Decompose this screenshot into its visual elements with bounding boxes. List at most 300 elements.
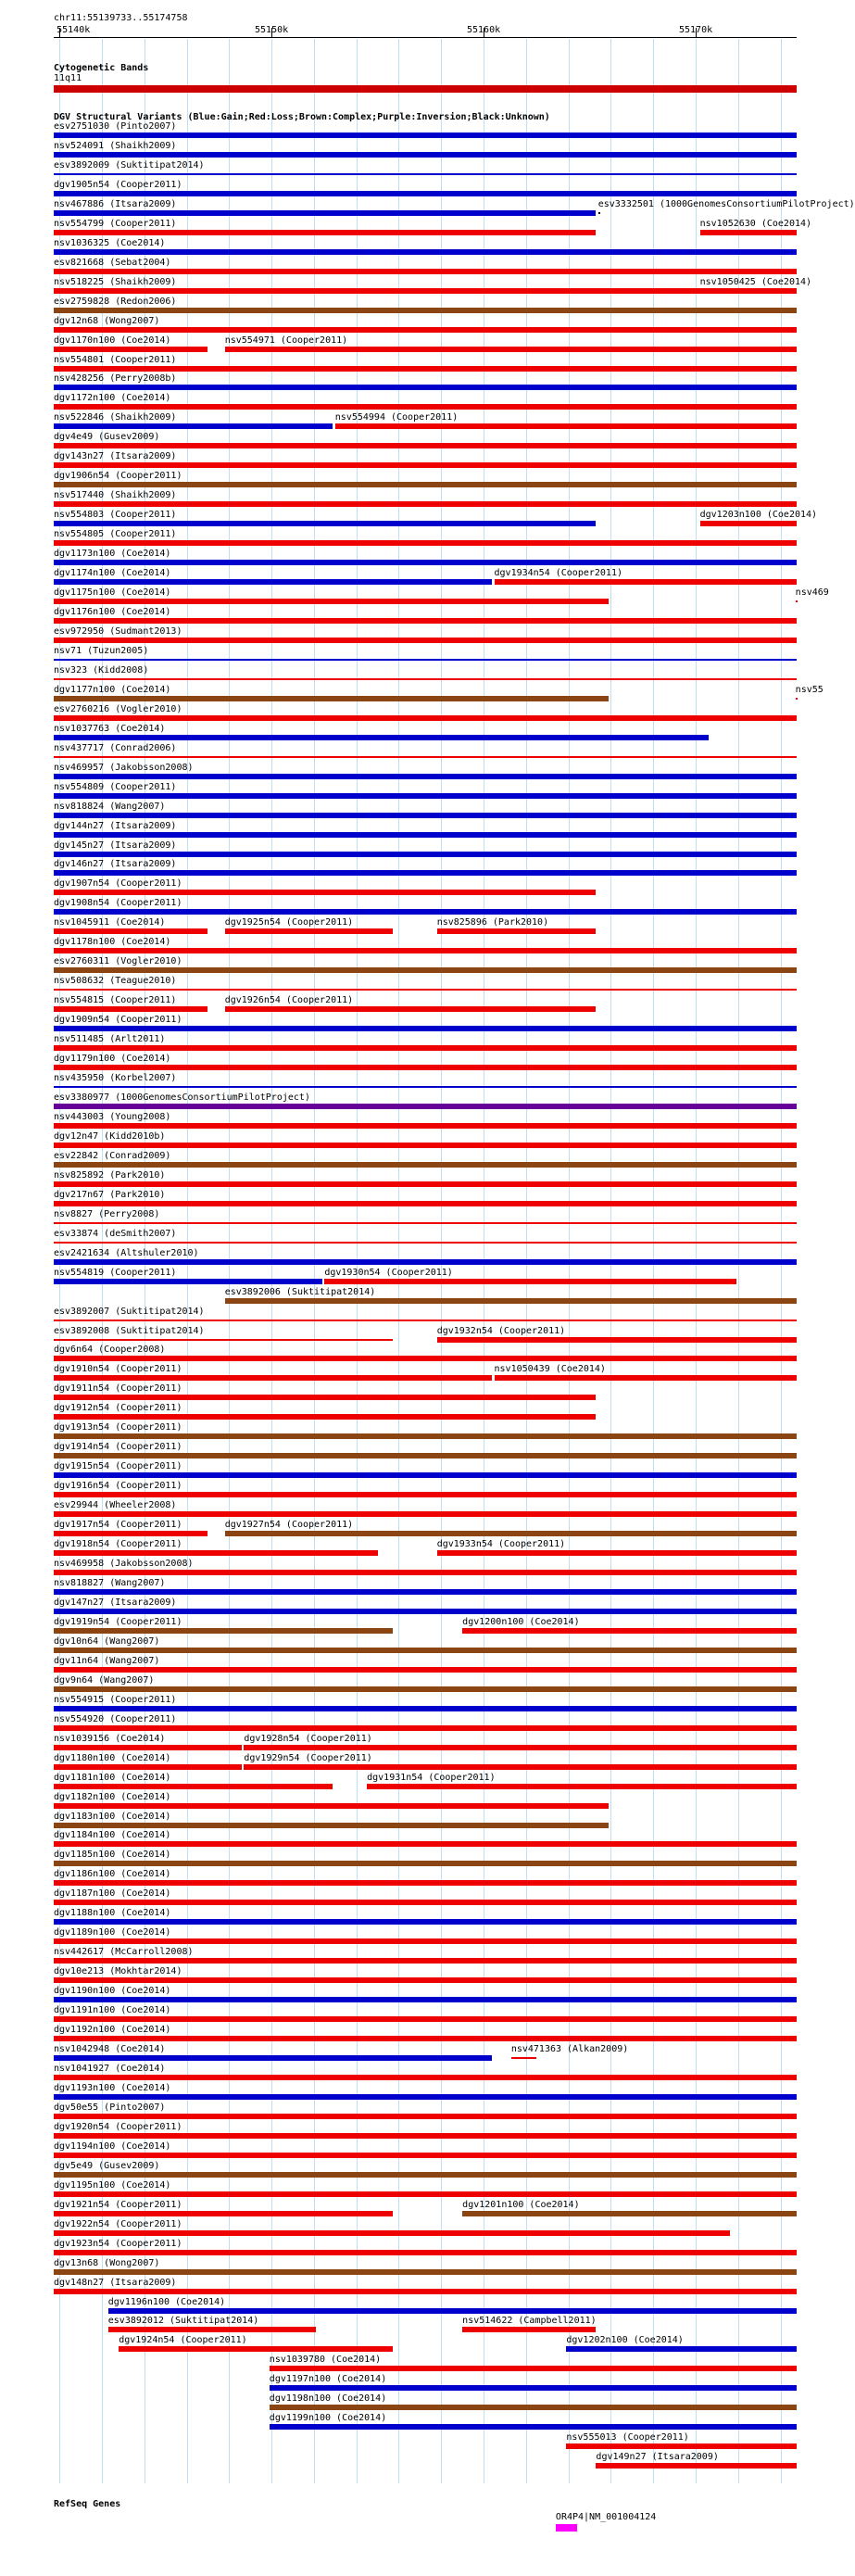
sv-feature-loss[interactable] xyxy=(54,1764,242,1770)
sv-feature-loss[interactable] xyxy=(511,2057,536,2059)
sv-feature-gain[interactable] xyxy=(54,560,797,565)
sv-feature-loss[interactable] xyxy=(437,1337,797,1343)
sv-feature-loss[interactable] xyxy=(54,1414,596,1420)
sv-feature-loss[interactable] xyxy=(54,948,797,953)
sv-label: dgv1170n100 (Coe2014) xyxy=(54,335,171,346)
sv-feature-loss[interactable] xyxy=(700,230,797,235)
sv-label: dgv1200n100 (Coe2014) xyxy=(462,1616,580,1627)
sv-label: dgv146n27 (Itsara2009) xyxy=(54,859,177,870)
sv-feature-loss[interactable] xyxy=(437,928,597,934)
sv-feature-loss[interactable] xyxy=(54,1339,393,1341)
sv-feature-loss[interactable] xyxy=(596,2463,797,2469)
sv-feature-loss[interactable] xyxy=(54,1550,378,1556)
sv-label: nsv442617 (McCarroll2008) xyxy=(54,1947,194,1958)
sv-label: nsv554805 (Cooper2011) xyxy=(54,529,177,540)
ruler-tick-label: 55160k xyxy=(467,25,501,35)
sv-label: nsv554915 (Cooper2011) xyxy=(54,1694,177,1705)
sv-label: nsv517440 (Shaikh2009) xyxy=(54,490,177,501)
sv-label: dgv1197n100 (Coe2014) xyxy=(269,2374,387,2385)
sv-label: dgv1908n54 (Cooper2011) xyxy=(54,898,182,909)
sv-feature-gain[interactable] xyxy=(54,774,797,779)
sv-feature-complex[interactable] xyxy=(54,1648,797,1653)
sv-feature-loss[interactable] xyxy=(54,2036,797,2041)
sv-label: dgv1929n54 (Cooper2011) xyxy=(244,1752,372,1763)
sv-label: esv3892009 (Suktitipat2014) xyxy=(54,159,205,170)
sv-label: dgv1930n54 (Cooper2011) xyxy=(324,1267,453,1278)
sv-feature-loss[interactable] xyxy=(54,1725,797,1731)
sv-label: dgv148n27 (Itsara2009) xyxy=(54,2277,177,2288)
sv-feature-complex[interactable] xyxy=(54,696,609,701)
sv-label: dgv1915n54 (Cooper2011) xyxy=(54,1461,182,1472)
sv-feature-complex[interactable] xyxy=(54,967,797,973)
sv-label: dgv1917n54 (Cooper2011) xyxy=(54,1520,182,1531)
sv-label: nsv1050439 (Coe2014) xyxy=(494,1364,606,1375)
sv-label: dgv1934n54 (Cooper2011) xyxy=(494,568,622,579)
sv-label: dgv1172n100 (Coe2014) xyxy=(54,393,171,404)
sv-label: esv2421634 (Altshuler2010) xyxy=(54,1247,199,1258)
sv-feature-loss[interactable] xyxy=(700,521,797,526)
sv-label: nsv508632 (Teague2010) xyxy=(54,976,177,987)
sv-label: dgv1905n54 (Cooper2011) xyxy=(54,179,182,190)
cytoband-track-title: Cytogenetic Bands xyxy=(54,63,149,73)
sv-label: dgv1914n54 (Cooper2011) xyxy=(54,1442,182,1453)
sv-feature-loss[interactable] xyxy=(54,2230,730,2236)
dgv-track-title: DGV Structural Variants (Blue:Gain;Red:Loss;Brown:Complex;Purple:Inversion;Black:Unknown) xyxy=(54,112,550,122)
sv-label: nsv469 xyxy=(795,587,829,599)
sv-feature-loss[interactable] xyxy=(54,1222,797,1224)
sv-label: nsv818824 (Wang2007) xyxy=(54,801,166,812)
sv-label: dgv147n27 (Itsara2009) xyxy=(54,1597,177,1608)
sv-label: dgv1907n54 (Cooper2011) xyxy=(54,878,182,890)
sv-feature-loss[interactable] xyxy=(54,1045,797,1051)
sv-feature-loss[interactable] xyxy=(54,1356,797,1361)
sv-label: nsv522846 (Shaikh2009) xyxy=(54,412,177,423)
sv-label: dgv12n47 (Kidd2010b) xyxy=(54,1130,166,1142)
sv-label: dgv217n67 (Park2010) xyxy=(54,1189,166,1200)
sv-label: nsv55 xyxy=(795,684,824,695)
sv-label: nsv554971 (Cooper2011) xyxy=(224,335,348,346)
sv-label: dgv1927n54 (Cooper2011) xyxy=(224,1520,354,1531)
sv-label: dgv1184n100 (Coe2014) xyxy=(54,1830,171,1841)
sv-label: dgv11n64 (Wang2007) xyxy=(54,1655,160,1666)
sv-label: esv3892008 (Suktitipat2014) xyxy=(54,1325,205,1336)
sv-label: dgv1175n100 (Coe2014) xyxy=(54,587,171,599)
sv-feature-gain[interactable] xyxy=(54,1259,797,1265)
sv-feature-loss[interactable] xyxy=(54,2250,797,2255)
sv-label: dgv1918n54 (Cooper2011) xyxy=(54,1539,182,1550)
sv-feature-gain[interactable] xyxy=(54,385,797,390)
coordinate-header: chr11:55139733..55174758 xyxy=(54,13,188,23)
sv-label: dgv1199n100 (Coe2014) xyxy=(269,2413,387,2424)
sv-feature-loss[interactable] xyxy=(54,347,207,352)
sv-feature-loss[interactable] xyxy=(54,2289,797,2294)
sv-label: nsv323 (Kidd2008) xyxy=(54,664,149,676)
cytoband-label: 11q11 xyxy=(54,73,82,83)
sv-feature-inversion[interactable] xyxy=(54,1104,797,1109)
sv-feature-gain[interactable] xyxy=(54,1997,797,2002)
sv-feature-loss[interactable] xyxy=(54,678,797,680)
sv-label: dgv1187n100 (Coe2014) xyxy=(54,1888,171,1900)
sv-feature-loss[interactable] xyxy=(54,1958,797,1964)
sv-feature-loss[interactable] xyxy=(54,638,797,643)
sv-label: dgv10n64 (Wang2007) xyxy=(54,1635,160,1647)
sv-label: dgv1185n100 (Coe2014) xyxy=(54,1850,171,1861)
sv-feature-loss[interactable] xyxy=(54,715,797,721)
sv-label: nsv435950 (Korbel2007) xyxy=(54,1073,177,1084)
sv-feature-loss[interactable] xyxy=(54,2114,797,2119)
sv-feature-gain[interactable] xyxy=(270,2385,797,2391)
sv-label: dgv1182n100 (Coe2014) xyxy=(54,1791,171,1802)
sv-label: dgv1180n100 (Coe2014) xyxy=(54,1752,171,1763)
sv-feature-loss[interactable] xyxy=(54,618,797,624)
sv-label: dgv1906n54 (Cooper2011) xyxy=(54,471,182,482)
sv-label: nsv1050425 (Coe2014) xyxy=(699,276,812,287)
gene-label: OR4P4|NM_001004124 xyxy=(555,2512,657,2522)
sv-label: dgv1186n100 (Coe2014) xyxy=(54,1869,171,1880)
sv-feature-loss[interactable] xyxy=(54,1143,797,1148)
sv-feature-gain[interactable] xyxy=(54,173,797,175)
sv-label: esv33874 (deSmith2007) xyxy=(54,1228,177,1239)
sv-feature-loss[interactable] xyxy=(225,1006,597,1012)
sv-feature-loss[interactable] xyxy=(54,599,609,604)
sv-feature-gain[interactable] xyxy=(54,521,596,526)
sv-feature-loss[interactable] xyxy=(54,501,797,507)
sv-feature-loss[interactable] xyxy=(54,1745,242,1750)
sv-feature-gain[interactable] xyxy=(54,133,797,138)
sv-label: nsv1052630 (Coe2014) xyxy=(699,218,812,229)
sv-label: dgv1179n100 (Coe2014) xyxy=(54,1054,171,1065)
sv-feature-complex[interactable] xyxy=(54,1433,797,1439)
sv-feature-loss[interactable] xyxy=(54,1803,609,1809)
sv-label: nsv1041927 (Coe2014) xyxy=(54,2064,166,2074)
ruler-line xyxy=(54,37,797,38)
sv-label: nsv511485 (Arlt2011) xyxy=(54,1034,166,1045)
sv-feature-gain[interactable] xyxy=(270,2424,797,2430)
sv-feature-gain[interactable] xyxy=(54,870,797,876)
sv-label: nsv469957 (Jakobsson2008) xyxy=(54,762,194,773)
sv-feature-complex[interactable] xyxy=(54,1162,797,1168)
sv-feature-loss[interactable] xyxy=(495,1375,797,1381)
sv-label: dgv13n68 (Wong2007) xyxy=(54,2257,160,2268)
ruler-tick-label: 55140k xyxy=(57,25,91,35)
sv-label: esv2760216 (Vogler2010) xyxy=(54,703,182,714)
sv-feature-loss[interactable] xyxy=(54,1938,797,1944)
sv-label: nsv428256 (Perry2008b) xyxy=(54,373,177,385)
sv-label: dgv1201n100 (Coe2014) xyxy=(462,2199,580,2210)
sv-label: dgv6n64 (Cooper2008) xyxy=(54,1345,166,1356)
sv-label: dgv144n27 (Itsara2009) xyxy=(54,820,177,831)
sv-feature-loss[interactable] xyxy=(54,1181,797,1187)
sv-label: esv821668 (Sebat2004) xyxy=(54,257,171,268)
sv-feature-loss[interactable] xyxy=(54,1841,797,1847)
sv-feature-loss[interactable] xyxy=(495,579,797,585)
sv-label: nsv1039156 (Coe2014) xyxy=(54,1733,166,1744)
refseq-track-title: RefSeq Genes xyxy=(54,2499,121,2509)
sv-feature-gain[interactable] xyxy=(54,1472,797,1478)
sv-feature-gain[interactable] xyxy=(54,579,492,585)
sv-feature-gain[interactable] xyxy=(54,1279,322,1284)
sv-label: dgv1910n54 (Cooper2011) xyxy=(54,1364,182,1375)
sv-label: dgv1178n100 (Coe2014) xyxy=(54,937,171,948)
sv-feature-loss[interactable] xyxy=(244,1745,797,1750)
sv-label: dgv1190n100 (Coe2014) xyxy=(54,1986,171,1997)
sv-label: esv29944 (Wheeler2008) xyxy=(54,1500,177,1511)
sv-feature-complex[interactable] xyxy=(270,2405,797,2410)
sv-feature-complex[interactable] xyxy=(54,1453,797,1458)
sv-feature-loss[interactable] xyxy=(324,1279,736,1284)
sv-feature-loss[interactable] xyxy=(54,1065,797,1070)
sv-label: dgv1911n54 (Cooper2011) xyxy=(54,1383,182,1395)
sv-label: dgv1173n100 (Coe2014) xyxy=(54,549,171,560)
sv-feature-loss[interactable] xyxy=(54,2211,393,2216)
sv-feature-gain[interactable] xyxy=(54,2094,797,2100)
sv-label: dgv1909n54 (Cooper2011) xyxy=(54,1015,182,1026)
sv-label: dgv1192n100 (Coe2014) xyxy=(54,2025,171,2036)
sv-label: nsv1042948 (Coe2014) xyxy=(54,2044,166,2055)
sv-feature-gain[interactable] xyxy=(54,793,797,799)
sv-feature-loss[interactable] xyxy=(54,327,797,333)
sv-label: nsv71 (Tuzun2005) xyxy=(54,645,149,656)
sv-feature-gain[interactable] xyxy=(54,423,333,429)
sv-label: esv2751030 (Pinto2007) xyxy=(54,121,177,132)
sv-feature-loss[interactable] xyxy=(54,1242,797,1244)
sv-label: dgv1194n100 (Coe2014) xyxy=(54,2140,171,2152)
sv-label: nsv554819 (Cooper2011) xyxy=(54,1267,177,1278)
sv-feature-loss[interactable] xyxy=(108,2327,316,2332)
sv-feature-loss[interactable] xyxy=(462,2327,596,2332)
sv-label: dgv1174n100 (Coe2014) xyxy=(54,568,171,579)
sv-feature-loss[interactable] xyxy=(700,288,797,294)
sv-label: nsv825892 (Park2010) xyxy=(54,1169,166,1181)
sv-label: dgv143n27 (Itsara2009) xyxy=(54,451,177,462)
sv-feature-gain[interactable] xyxy=(54,1589,797,1595)
sv-label: dgv1181n100 (Coe2014) xyxy=(54,1772,171,1783)
sv-feature-loss[interactable] xyxy=(54,1900,797,1905)
sv-feature-gain[interactable] xyxy=(54,249,797,255)
sv-feature-gain[interactable] xyxy=(54,852,797,857)
sv-label: dgv1202n100 (Coe2014) xyxy=(566,2335,684,2346)
sv-label: dgv1913n54 (Cooper2011) xyxy=(54,1422,182,1433)
sv-feature-gain[interactable] xyxy=(108,2308,797,2314)
sv-feature-loss[interactable] xyxy=(54,1201,797,1206)
sv-feature-loss[interactable] xyxy=(54,2016,797,2022)
sv-feature-loss[interactable] xyxy=(54,288,797,294)
cytoband-11q11[interactable] xyxy=(54,85,797,93)
sv-label: dgv1924n54 (Cooper2011) xyxy=(119,2335,247,2346)
sv-feature-loss[interactable] xyxy=(54,756,797,758)
sv-feature-loss[interactable] xyxy=(54,1320,797,1321)
sv-label: dgv1925n54 (Cooper2011) xyxy=(224,917,354,928)
sv-label: dgv4e49 (Gusev2009) xyxy=(54,432,160,443)
sv-feature-gain[interactable] xyxy=(54,152,797,158)
sv-feature-loss[interactable] xyxy=(54,366,797,372)
sv-feature-gain[interactable] xyxy=(54,1706,797,1711)
sv-feature-loss[interactable] xyxy=(244,1764,797,1770)
sv-feature-loss[interactable] xyxy=(54,2133,797,2139)
sv-label: nsv514622 (Campbell2011) xyxy=(462,2316,597,2327)
sv-feature-loss[interactable] xyxy=(54,890,596,895)
sv-label: dgv12n68 (Wong2007) xyxy=(54,315,160,326)
sv-label: nsv1039780 (Coe2014) xyxy=(269,2355,382,2366)
sv-feature-gain[interactable] xyxy=(54,1919,797,1925)
sv-feature-loss[interactable] xyxy=(119,2346,392,2352)
sv-label: dgv1931n54 (Cooper2011) xyxy=(367,1772,496,1783)
sv-feature-loss[interactable] xyxy=(54,269,797,274)
sv-label: nsv443003 (Young2008) xyxy=(54,1111,171,1122)
sv-feature-loss[interactable] xyxy=(54,540,797,546)
sv-label: nsv467886 (Itsara2009) xyxy=(54,198,177,209)
sv-feature-loss[interactable] xyxy=(54,230,596,235)
sv-feature-loss[interactable] xyxy=(54,1784,333,1789)
sv-label: nsv818827 (Wang2007) xyxy=(54,1578,166,1588)
sv-feature-complex[interactable] xyxy=(54,1686,797,1692)
sv-feature-loss[interactable] xyxy=(54,1667,797,1673)
sv-feature-gain[interactable] xyxy=(54,210,596,216)
sv-label: nsv469958 (Jakobsson2008) xyxy=(54,1559,194,1570)
sv-feature-loss[interactable] xyxy=(54,989,797,991)
sv-feature-gain[interactable] xyxy=(566,2346,797,2352)
sv-label: esv2759828 (Redon2006) xyxy=(54,296,177,307)
sv-feature-gain[interactable] xyxy=(54,659,797,661)
sv-feature-loss[interactable] xyxy=(796,698,798,700)
sv-feature-complex[interactable] xyxy=(54,2269,797,2275)
sv-feature-loss[interactable] xyxy=(225,347,797,352)
sv-feature-loss[interactable] xyxy=(54,1006,207,1012)
sv-label: nsv1036325 (Coe2014) xyxy=(54,237,166,248)
sv-label: esv3892006 (Suktitipat2014) xyxy=(224,1286,376,1297)
sv-label: dgv1916n54 (Cooper2011) xyxy=(54,1481,182,1492)
sv-feature-complex[interactable] xyxy=(54,482,797,487)
sv-feature-gain[interactable] xyxy=(54,813,797,818)
sv-feature-unknown[interactable] xyxy=(598,212,600,214)
sv-label: dgv5e49 (Gusev2009) xyxy=(54,2160,160,2171)
sv-feature-loss[interactable] xyxy=(54,1977,797,1983)
sv-feature-loss[interactable] xyxy=(335,423,797,429)
sv-label: dgv9n64 (Wang2007) xyxy=(54,1674,155,1686)
sv-label: nsv518225 (Shaikh2009) xyxy=(54,276,177,287)
sv-label: esv3892007 (Suktitipat2014) xyxy=(54,1306,205,1317)
sv-label: dgv1933n54 (Cooper2011) xyxy=(436,1539,566,1550)
sv-label: nsv524091 (Shaikh2009) xyxy=(54,140,177,151)
sv-feature-loss[interactable] xyxy=(54,1511,797,1517)
sv-label: nsv554809 (Cooper2011) xyxy=(54,781,177,792)
sv-label: dgv1932n54 (Cooper2011) xyxy=(436,1325,566,1336)
sv-label: dgv1922n54 (Cooper2011) xyxy=(54,2218,182,2229)
sv-feature-gain[interactable] xyxy=(54,1026,797,1031)
sv-feature-loss[interactable] xyxy=(566,2443,797,2449)
sv-feature-complex[interactable] xyxy=(225,1298,797,1304)
sv-label: dgv1189n100 (Coe2014) xyxy=(54,1927,171,1938)
sv-label: nsv554801 (Cooper2011) xyxy=(54,354,177,365)
sv-feature-complex[interactable] xyxy=(54,1823,609,1828)
sv-label: dgv1912n54 (Cooper2011) xyxy=(54,1403,182,1414)
sv-feature-gain[interactable] xyxy=(54,1609,797,1614)
sv-label: dgv1923n54 (Cooper2011) xyxy=(54,2238,182,2249)
sv-label: dgv145n27 (Itsara2009) xyxy=(54,840,177,851)
sv-label: nsv825896 (Park2010) xyxy=(436,917,549,928)
sv-label: esv22842 (Conrad2009) xyxy=(54,1150,171,1161)
sv-label: nsv555013 (Cooper2011) xyxy=(566,2432,689,2443)
sv-feature-loss[interactable] xyxy=(796,600,798,602)
sv-label: dgv1183n100 (Coe2014) xyxy=(54,1811,171,1822)
sv-feature-complex[interactable] xyxy=(54,2172,797,2178)
sv-feature-loss[interactable] xyxy=(54,2191,797,2197)
sv-feature-loss[interactable] xyxy=(225,928,393,934)
sv-feature-loss[interactable] xyxy=(270,2366,797,2371)
sv-label: esv2760311 (Vogler2010) xyxy=(54,956,182,967)
sv-feature-loss[interactable] xyxy=(54,443,797,448)
sv-label: dgv1191n100 (Coe2014) xyxy=(54,2005,171,2016)
sv-feature-gain[interactable] xyxy=(54,191,797,196)
sv-feature-loss[interactable] xyxy=(54,1395,596,1400)
sv-feature-gain[interactable] xyxy=(54,832,797,838)
sv-label: dgv1920n54 (Cooper2011) xyxy=(54,2121,182,2132)
sv-label: nsv554994 (Cooper2011) xyxy=(334,412,459,423)
sv-label: dgv1193n100 (Coe2014) xyxy=(54,2082,171,2093)
sv-label: dgv1196n100 (Coe2014) xyxy=(107,2296,226,2307)
sv-label: nsv8827 (Perry2008) xyxy=(54,1208,160,1219)
sv-feature-complex[interactable] xyxy=(225,1531,797,1536)
sv-label: esv3332501 (1000GenomesConsortiumPilotProject) xyxy=(597,198,855,209)
sv-feature-loss[interactable] xyxy=(54,2075,797,2080)
sv-feature-complex[interactable] xyxy=(54,308,797,313)
sv-label: dgv1177n100 (Coe2014) xyxy=(54,684,171,695)
sv-feature-loss[interactable] xyxy=(54,1880,797,1886)
sv-label: dgv1919n54 (Cooper2011) xyxy=(54,1616,182,1627)
gene-feature[interactable] xyxy=(556,2524,577,2532)
sv-feature-complex[interactable] xyxy=(462,2211,797,2216)
sv-feature-loss[interactable] xyxy=(54,2153,797,2158)
sv-feature-gain[interactable] xyxy=(54,2055,492,2061)
sv-feature-complex[interactable] xyxy=(54,1628,393,1634)
sv-label: dgv10e213 (Mokhtar2014) xyxy=(54,1966,182,1977)
sv-label: nsv437717 (Conrad2006) xyxy=(54,742,177,753)
sv-label: esv972950 (Sudmant2013) xyxy=(54,625,182,637)
sv-feature-gain[interactable] xyxy=(54,909,797,915)
sv-feature-complex[interactable] xyxy=(54,1861,797,1866)
sv-label: dgv1188n100 (Coe2014) xyxy=(54,1908,171,1919)
sv-label: dgv1203n100 (Coe2014) xyxy=(699,510,818,521)
sv-feature-loss[interactable] xyxy=(54,1570,797,1575)
sv-feature-loss[interactable] xyxy=(54,1492,797,1497)
ruler-tick-label: 55150k xyxy=(255,25,289,35)
sv-feature-loss[interactable] xyxy=(54,404,797,410)
sv-label: esv3892012 (Suktitipat2014) xyxy=(107,2316,259,2327)
sv-label: nsv554815 (Cooper2011) xyxy=(54,995,177,1006)
sv-feature-gain[interactable] xyxy=(54,735,709,740)
sv-feature-loss[interactable] xyxy=(54,1531,207,1536)
sv-label: dgv149n27 (Itsara2009) xyxy=(596,2452,719,2463)
sv-label: dgv1176n100 (Coe2014) xyxy=(54,607,171,617)
sv-label: dgv1921n54 (Cooper2011) xyxy=(54,2199,182,2210)
sv-feature-loss[interactable] xyxy=(54,928,207,934)
sv-label: nsv1037763 (Coe2014) xyxy=(54,723,166,734)
sv-label: nsv554920 (Cooper2011) xyxy=(54,1713,177,1724)
sv-label: nsv554799 (Cooper2011) xyxy=(54,218,177,229)
sv-feature-loss[interactable] xyxy=(437,1550,797,1556)
sv-label: dgv1198n100 (Coe2014) xyxy=(269,2393,387,2405)
sv-feature-gain[interactable] xyxy=(54,1086,797,1088)
sv-feature-loss[interactable] xyxy=(54,1375,492,1381)
sv-label: nsv471363 (Alkan2009) xyxy=(510,2044,629,2055)
sv-label: dgv1928n54 (Cooper2011) xyxy=(244,1733,372,1744)
sv-feature-loss[interactable] xyxy=(54,462,797,468)
sv-feature-loss[interactable] xyxy=(54,1123,797,1129)
sv-label: esv3380977 (1000GenomesConsortiumPilotProject) xyxy=(54,1092,310,1103)
sv-feature-loss[interactable] xyxy=(462,1628,797,1634)
sv-feature-loss[interactable] xyxy=(367,1784,797,1789)
sv-label: nsv554803 (Cooper2011) xyxy=(54,510,177,521)
